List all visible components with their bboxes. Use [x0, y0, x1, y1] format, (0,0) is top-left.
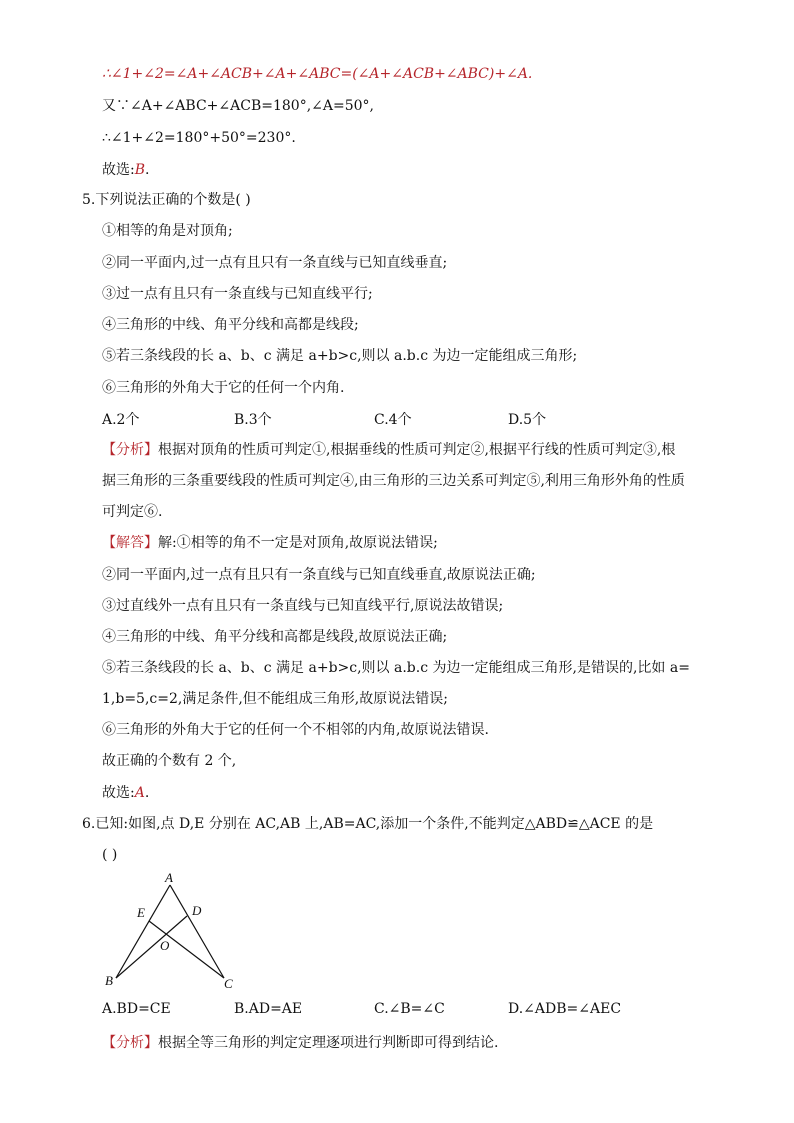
- q5-statement-2: ②同一平面内,过一点有且只有一条直线与已知直线垂直;: [102, 255, 448, 271]
- label-c: C: [224, 976, 233, 991]
- q5-analysis-line-1: 【分析】根据对顶角的性质可判定①,根据垂线的性质可判定②,根据平行线的性质可判定③,根: [102, 442, 676, 458]
- label-a: A: [165, 870, 173, 885]
- q6-option-b: B.AD=AE: [234, 1001, 303, 1017]
- q5-option-b: B.3个: [234, 412, 272, 428]
- q5-solution-line-7: ⑥三角形的外角大于它的任何一个不相邻的内角,故原说法错误.: [102, 722, 489, 738]
- prev-solution-line-2: 又∵∠A+∠ABC+∠ACB=180°,∠A=50°,: [102, 98, 374, 114]
- q5-solution-line-6: 1,b=5,c=2,满足条件,但不能组成三角形,故原说法错误;: [102, 691, 448, 707]
- q5-option-a: A.2个: [102, 412, 140, 428]
- q5-analysis-tag: 【分析】: [102, 442, 158, 458]
- q5-solution-line-1: 【解答】解:①相等的角不一定是对顶角,故原说法错误;: [102, 535, 438, 551]
- q5-statement-6: ⑥三角形的外角大于它的任何一个内角.: [102, 380, 345, 396]
- q5-solution-tag: 【解答】: [102, 535, 158, 551]
- q6-triangle-figure: [100, 868, 250, 992]
- q5-analysis-line-2: 据三角形的三条重要线段的性质可判定④,由三角形的三边关系可判定⑤,利用三角形外角的性质: [102, 473, 685, 489]
- q5-solution-line-5: ⑤若三条线段的长 a、b、c 满足 a+b>c,则以 a.b.c 为边一定能组成三角形,是错误的,比如 a=: [102, 660, 690, 676]
- segment-ac: [170, 885, 224, 978]
- label-e: E: [137, 905, 145, 920]
- q6-option-c: C.∠B=∠C: [374, 1001, 445, 1017]
- q5-analysis-line-3: 可判定⑥.: [102, 504, 163, 520]
- segment-be: [116, 916, 187, 978]
- q6-analysis: 【分析】根据全等三角形的判定定理逐项进行判断即可得到结论.: [102, 1035, 499, 1051]
- q6-option-a: A.BD=CE: [102, 1001, 171, 1017]
- prev-solution-line-1: ∴∠1+∠2=∠A+∠ACB+∠A+∠ABC=(∠A+∠ACB+∠ABC)+∠A.: [102, 66, 533, 82]
- q5-solution-choose: 故选:A.: [102, 785, 150, 801]
- q5-statement-1: ①相等的角是对顶角;: [102, 223, 233, 239]
- q6-option-d: D.∠ADB=∠AEC: [508, 1001, 622, 1017]
- q5-statement-5: ⑤若三条线段的长 a、b、c 满足 a+b>c,则以 a.b.c 为边一定能组成三角形;: [102, 348, 578, 364]
- q6-stem-line-2: ( ): [102, 847, 118, 863]
- q6-stem-line-1: 6.已知:如图,点 D,E 分别在 AC,AB 上,AB=AC,添加一个条件,不能判定△ABD≌△ACE 的是: [82, 816, 654, 832]
- q6-analysis-tag: 【分析】: [102, 1035, 158, 1051]
- q5-option-c: C.4个: [374, 412, 412, 428]
- q5-solution-line-3: ③过直线外一点有且只有一条直线与已知直线平行,原说法故错误;: [102, 598, 504, 614]
- q5-option-d: D.5个: [508, 412, 547, 428]
- prev-solution-choose: 故选:B.: [102, 162, 150, 178]
- label-d: D: [192, 903, 202, 918]
- q5-solution-line-8: 故正确的个数有 2 个,: [102, 753, 237, 769]
- label-b: B: [105, 973, 113, 988]
- prev-solution-line-3: ∴∠1+∠2=180°+50°=230°.: [102, 130, 296, 146]
- label-o: O: [160, 938, 170, 953]
- q5-solution-line-2: ②同一平面内,过一点有且只有一条直线与已知直线垂直,故原说法正确;: [102, 567, 536, 583]
- q5-statement-3: ③过一点有且只有一条直线与已知直线平行;: [102, 286, 373, 302]
- q5-stem: 5.下列说法正确的个数是( ): [82, 192, 251, 208]
- q5-statement-4: ④三角形的中线、角平分线和高都是线段;: [102, 317, 359, 333]
- q5-solution-line-4: ④三角形的中线、角平分线和高都是线段,故原说法正确;: [102, 629, 448, 645]
